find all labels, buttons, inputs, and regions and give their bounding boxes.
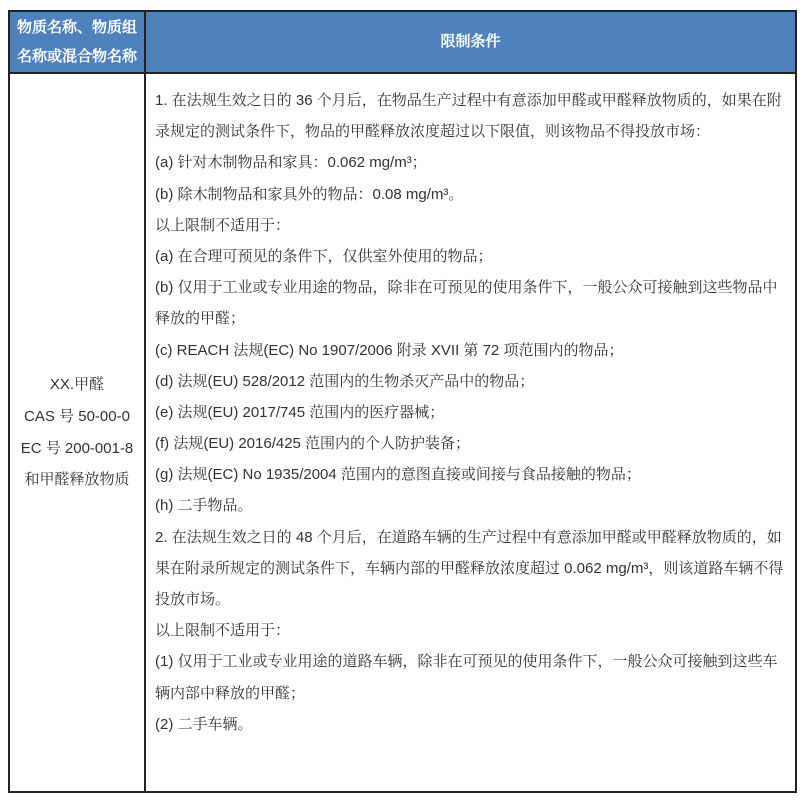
substance-releasers-note: 和甲醛释放物质 [24,471,130,489]
header-restriction-label: 限制条件 [440,33,501,51]
restriction-paragraph: (b) 除木制物品和家具外的物品：0.08 mg/m³。 [155,185,464,203]
restriction-paragraph: (d) 法规(EU) 528/2012 范围内的生物杀灭产品中的物品； [155,372,535,390]
restrictions-cell [146,74,795,791]
restriction-paragraph: (1) 仅用于工业或专业用途的道路车辆，除非在可预见的使用条件下，一般公众可接触到这些车辆内部中释放的甲醛； [155,653,778,702]
header-substance-column [10,12,146,74]
substance-name-cell [10,74,146,791]
restriction-paragraph: 以上限制不适用于： [155,216,291,234]
header-restriction-column [146,12,795,74]
restriction-paragraph: (h) 二手物品。 [155,497,253,515]
restriction-paragraph: (b) 仅用于工业或专业用途的物品，除非在可预见的使用条件下，一般公众可接触到这些物品中释放的甲醛； [155,279,778,328]
restriction-paragraph: (c) REACH 法规(EC) No 1907/2006 附录 XVII 第 72 项范围内的物品； [155,341,624,359]
substance-name: XX.甲醛 [49,375,105,393]
restriction-paragraph: (e) 法规(EU) 2017/745 范围内的医疗器械； [155,403,445,421]
substance-cas-number: CAS 号 50-00-0 [24,407,130,425]
restriction-paragraph: 1. 在法规生效之日的 36 个月后，在物品生产过程中有意添加甲醛或甲醛释放物质的，如果在附录规定的测试条件下，物品的甲醛释放浓度超过以下限值，则该物品不得投放市场： [155,92,782,141]
restriction-paragraph: (2) 二手车辆。 [155,715,253,733]
restriction-paragraph: (a) 在合理可预见的条件下，仅供室外使用的物品； [155,247,493,265]
restriction-paragraph: (a) 针对木制物品和家具：0.062 mg/m³； [155,154,427,172]
restriction-paragraph: 以上限制不适用于： [155,622,291,640]
substance-ec-number: EC 号 200-001-8 [20,439,134,457]
restriction-paragraph: (f) 法规(EU) 2016/425 范围内的个人防护装备； [155,435,471,453]
header-substance-line1: 物质名称、物质组 [16,18,137,36]
restriction-table [8,10,797,793]
restriction-paragraph: 2. 在法规生效之日的 48 个月后，在道路车辆的生产过程中有意添加甲醛或甲醛释放物质的，如果在附录所规定的测试条件下，车辆内部的甲醛释放浓度超过 0.062 mg/m³，则该道路车辆不得投放市场。 [155,528,784,608]
header-substance-line2: 名称或混合物名称 [16,48,137,65]
restriction-paragraph: (g) 法规(EC) No 1935/2004 范围内的意图直接或间接与食品接触的物品； [155,466,641,484]
